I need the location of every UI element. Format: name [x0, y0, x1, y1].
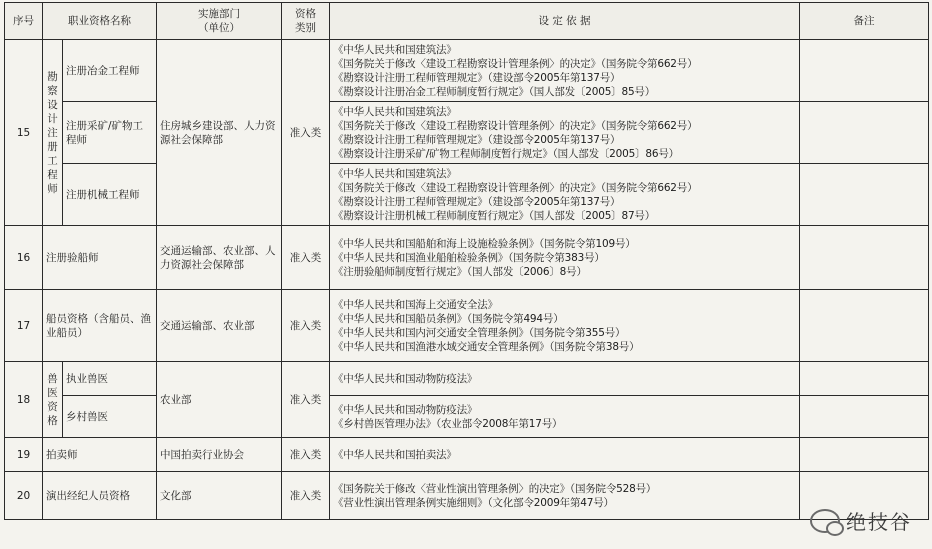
seq-cell: 16: [5, 226, 43, 290]
table-row: [5, 438, 929, 472]
header-note: 备注: [800, 3, 929, 40]
note-cell: [800, 396, 929, 438]
note-cell: [800, 290, 929, 362]
basis-line: 《中华人民共和国内河交通安全管理条例》（国务院令第355号）: [333, 326, 626, 339]
basis-line: 《勘察设计注册工程师管理规定》（建设部令2005年第137号）: [333, 195, 621, 208]
type-cell: 准入类: [282, 438, 330, 472]
header-dept: 实施部门 （单位）: [157, 3, 282, 40]
header-seq: 序号: [5, 3, 43, 40]
header-name: 职业资格名称: [43, 3, 157, 40]
basis-cell: [330, 164, 800, 226]
seq-cell: 18: [5, 362, 43, 438]
basis-line: 《国务院关于修改〈建设工程勘察设计管理条例〉的决定》（国务院令第662号）: [333, 181, 698, 194]
basis-line: 《勘察设计注册冶金工程师制度暂行规定》（国人部发〔2005〕85号）: [333, 85, 656, 98]
type-cell: 准入类: [282, 290, 330, 362]
header-basis: 设 定 依 据: [330, 3, 800, 40]
dept-cell: 交通运输部、农业部、人力资源社会保障部: [157, 226, 282, 290]
basis-line: 《中华人民共和国船员条例》（国务院令第494号）: [333, 312, 564, 325]
sub-name-cell: 注册机械工程师: [63, 164, 157, 226]
basis-cell: [330, 40, 800, 102]
group-name-vertical: [43, 362, 63, 438]
basis-line: 《乡村兽医管理办法》（农业部令2008年第17号）: [333, 417, 563, 430]
dept-cell: 住房城乡建设部、人力资源社会保障部: [157, 40, 282, 226]
basis-cell: [330, 438, 800, 472]
sub-name-cell: 注册冶金工程师: [63, 40, 157, 102]
watermark-text: 绝技谷: [846, 510, 912, 534]
note-cell: [800, 102, 929, 164]
group-name-vertical: [43, 40, 63, 226]
basis-line: 《中华人民共和国动物防疫法》: [333, 403, 478, 416]
note-cell: [800, 362, 929, 396]
basis-line: 《中华人民共和国渔业船舶检验条例》（国务院令第383号）: [333, 251, 605, 264]
table-row: [5, 472, 929, 520]
basis-line: 《中华人民共和国建筑法》: [333, 43, 457, 56]
name-cell: 注册验船师: [43, 226, 157, 290]
name-cell: 船员资格（含船员、渔业船员）: [43, 290, 157, 362]
basis-line: 《中华人民共和国船舶和海上设施检验条例》（国务院令第109号）: [333, 237, 636, 250]
table-row: [5, 102, 929, 164]
table-row: [5, 362, 929, 396]
seq-cell: 15: [5, 40, 43, 226]
table-row: [5, 164, 929, 226]
basis-line: 《中华人民共和国建筑法》: [333, 105, 457, 118]
basis-line: 《中华人民共和国动物防疫法》: [333, 372, 478, 385]
basis-line: 《国务院关于修改〈建设工程勘察设计管理条例〉的决定》（国务院令第662号）: [333, 119, 698, 132]
basis-line: 《中华人民共和国海上交通安全法》: [333, 298, 498, 311]
dept-cell: 中国拍卖行业协会: [157, 438, 282, 472]
qualification-table: [4, 2, 929, 520]
basis-line: 《营业性演出管理条例实施细则》（文化部令2009年第47号）: [333, 496, 614, 509]
basis-cell: [330, 472, 800, 520]
basis-line: 《中华人民共和国建筑法》: [333, 167, 457, 180]
dept-cell: 农业部: [157, 362, 282, 438]
basis-cell: [330, 396, 800, 438]
basis-cell: [330, 102, 800, 164]
vertical-group-label: 勘察设计注册工程师: [47, 70, 58, 195]
table-row: [5, 40, 929, 102]
sub-name-cell: 注册采矿/矿物工程师: [63, 102, 157, 164]
sub-name-cell: 乡村兽医: [63, 396, 157, 438]
basis-cell: [330, 290, 800, 362]
basis-line: 《勘察设计注册采矿/矿物工程师制度暂行规定》（国人部发〔2005〕86号）: [333, 147, 679, 160]
seq-cell: 20: [5, 472, 43, 520]
basis-line: 《中华人民共和国渔港水域交通安全管理条例》（国务院令第38号）: [333, 340, 640, 353]
basis-cell: [330, 362, 800, 396]
basis-line: 《勘察设计注册工程师管理规定》（建设部令2005年第137号）: [333, 71, 621, 84]
note-cell: [800, 164, 929, 226]
dept-cell: 交通运输部、农业部: [157, 290, 282, 362]
basis-line: 《勘察设计注册机械工程师制度暂行规定》（国人部发〔2005〕87号）: [333, 209, 656, 222]
table-row: [5, 290, 929, 362]
basis-cell: [330, 226, 800, 290]
basis-line: 《注册验船师制度暂行规定》（国人部发〔2006〕8号）: [333, 265, 587, 278]
table-row: [5, 226, 929, 290]
vertical-group-label: 兽医资格: [47, 372, 58, 427]
type-cell: 准入类: [282, 226, 330, 290]
watermark: [810, 506, 912, 535]
type-cell: 准入类: [282, 40, 330, 226]
seq-cell: 19: [5, 438, 43, 472]
basis-line: 《中华人民共和国拍卖法》: [333, 448, 457, 461]
header-row: [5, 3, 929, 40]
type-cell: 准入类: [282, 362, 330, 438]
note-cell: [800, 226, 929, 290]
name-cell: 拍卖师: [43, 438, 157, 472]
basis-line: 《国务院关于修改〈营业性演出管理条例〉的决定》（国务院令528号）: [333, 482, 657, 495]
sub-name-cell: 执业兽医: [63, 362, 157, 396]
table-row: [5, 396, 929, 438]
basis-line: 《勘察设计注册工程师管理规定》（建设部令2005年第137号）: [333, 133, 621, 146]
basis-line: 《国务院关于修改〈建设工程勘察设计管理条例〉的决定》（国务院令第662号）: [333, 57, 698, 70]
name-cell: 演出经纪人员资格: [43, 472, 157, 520]
header-type: 资格 类别: [282, 3, 330, 40]
seq-cell: 17: [5, 290, 43, 362]
note-cell: [800, 438, 929, 472]
wechat-icon: [810, 509, 840, 533]
type-cell: 准入类: [282, 472, 330, 520]
dept-cell: 文化部: [157, 472, 282, 520]
note-cell: [800, 40, 929, 102]
